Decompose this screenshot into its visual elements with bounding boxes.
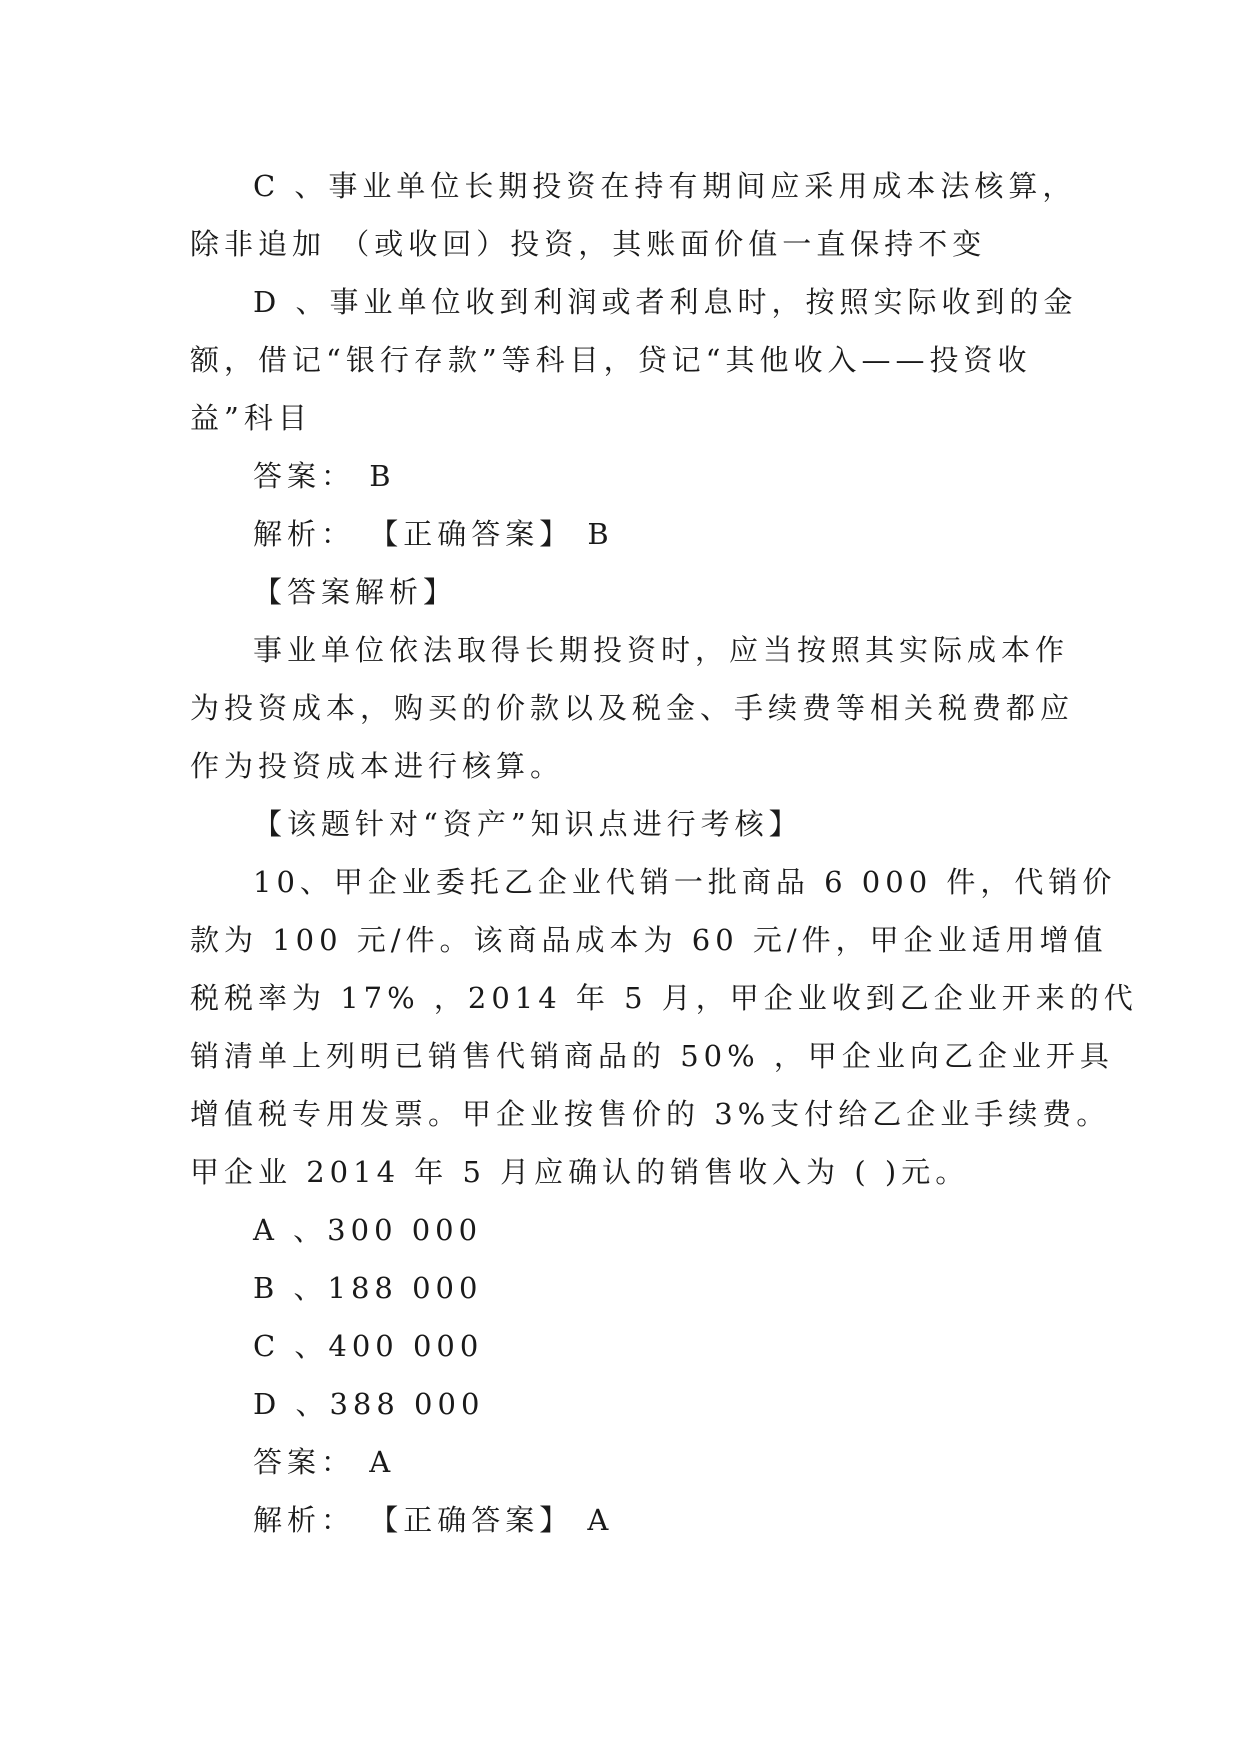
question-10-line-2: 款为 100 元/件。该商品成本为 60 元/件，甲企业适用增值 [190, 923, 1108, 957]
option-d-line-2: 额，借记“银行存款”等科目，贷记“其他收入——投资收 [190, 343, 1032, 377]
option-c: C 、400 000 [253, 1329, 484, 1363]
question-10-line-5: 增值税专用发票。甲企业按售价的 3%支付给乙企业手续费。 [190, 1097, 1111, 1131]
knowledge-point-note: 【该题针对“资产”知识点进行考核】 [253, 807, 803, 841]
answer-explanation-heading: 【答案解析】 [253, 575, 458, 609]
question-10-line-6: 甲企业 2014 年 5 月应确认的销售收入为 ( )元。 [190, 1155, 970, 1189]
analysis-line-2: 解析： 【正确答案】 A [253, 1503, 614, 1537]
option-c-line-2: 除非追加 （或收回）投资，其账面价值一直保持不变 [190, 227, 987, 261]
option-c-line-1: C 、事业单位长期投资在持有期间应采用成本法核算， [253, 169, 1077, 203]
option-b: B 、188 000 [253, 1271, 483, 1305]
option-d-line-1: D 、事业单位收到利润或者利息时，按照实际收到的金 [253, 285, 1078, 319]
question-10-line-4: 销清单上列明已销售代销商品的 50% ，甲企业向乙企业开具 [190, 1039, 1114, 1073]
explanation-line-1: 事业单位依法取得长期投资时，应当按照其实际成本作 [253, 633, 1070, 667]
question-10-line-1: 10、甲企业委托乙企业代销一批商品 6 000 件，代销价 [253, 865, 1117, 899]
explanation-line-2: 为投资成本，购买的价款以及税金、手续费等相关税费都应 [190, 691, 1075, 725]
option-a: A 、300 000 [253, 1213, 483, 1247]
answer-line: 答案： B [253, 459, 396, 493]
explanation-line-3: 作为投资成本进行核算。 [190, 749, 565, 783]
option-d: D 、388 000 [253, 1387, 485, 1421]
analysis-line: 解析： 【正确答案】 B [253, 517, 614, 551]
answer-line-2: 答案： A [253, 1445, 396, 1479]
question-10-line-3: 税税率为 17% ，2014 年 5 月，甲企业收到乙企业开来的代 [190, 981, 1138, 1015]
option-d-line-3: 益”科目 [190, 401, 312, 435]
